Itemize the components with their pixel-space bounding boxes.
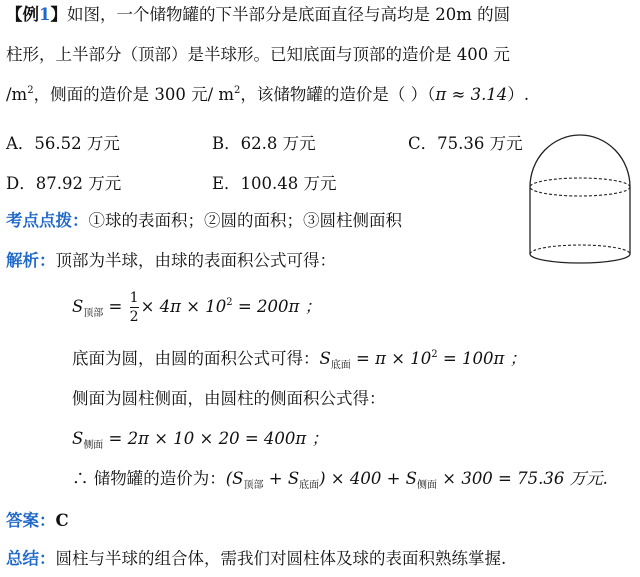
key-points-line [6,210,402,232]
example-tag: 【例1】 [6,5,67,24]
problem-line-2: 柱形，上半部分（顶部）是半球形。已知底面与顶部的造价是 400 元 [6,45,510,64]
key-points-label: 考点点拨： [6,211,89,230]
answer-value: C [55,511,69,530]
analysis-line [6,250,336,272]
option-a: A．56.52 万元 [6,134,120,153]
summary-label: 总结： [6,549,56,568]
problem-text-1: 如图，一个储物罐的下半部分是底面直径与高均是 20m 的圆 [66,5,511,24]
answer-line [6,510,69,532]
option-e: E．100.48 万元 [212,174,337,193]
formula-top: $S_{顶部}$ = $\frac{1}{2}$ × $4\pi \times 10^2 = 200\pi$ ； [72,290,322,325]
option-b: B．62.8 万元 [212,134,316,153]
problem-line-3: $/m^2$，侧面的造价是 300 元/ $m^2$，该储物罐的造价是（ ）（π ≈ 3.14）. [6,85,530,104]
fraction-half: $\frac{1}{2}$ [129,290,139,325]
summary-line [6,548,506,570]
formula-base: 底面为圆，由圆的面积公式可得：$S_{底面} = \pi \times 10^2 = 100\pi$ ； [72,349,527,371]
summary-text: 圆柱与半球的组合体，需我们对圆柱体及球的表面积熟练掌握. [55,549,507,568]
analysis-label: 解析： [6,251,56,270]
formula-side: $S_{侧面} = 2\pi \times 10 \times 20 = 400\pi$ ； [72,429,328,451]
bottom-front-arc [530,254,630,263]
hemisphere-outline [530,135,630,187]
tank-figure [525,132,635,272]
bottom-back-arc [530,245,630,254]
side-text-line: 侧面为圆柱侧面，由圆柱的侧面积公式得： [72,389,386,408]
cost-line: ∴ 储物罐的造价为：$(S_{顶部} + S_{底面}) \times 400 + S_{侧面} \times 300 = 75.36$ 万元. [72,469,608,491]
option-d: D．87.92 万元 [6,174,122,193]
key-points-text: ①球的表面积；②圆的面积；③圆柱侧面积 [88,211,402,230]
problem-line-1 [6,4,510,26]
analysis-intro: 顶部为半球，由球的表面积公式可得： [55,251,336,270]
top-ellipse [530,178,630,196]
answer-label: 答案： [6,511,56,530]
option-c: C．75.36 万元 [408,134,523,153]
